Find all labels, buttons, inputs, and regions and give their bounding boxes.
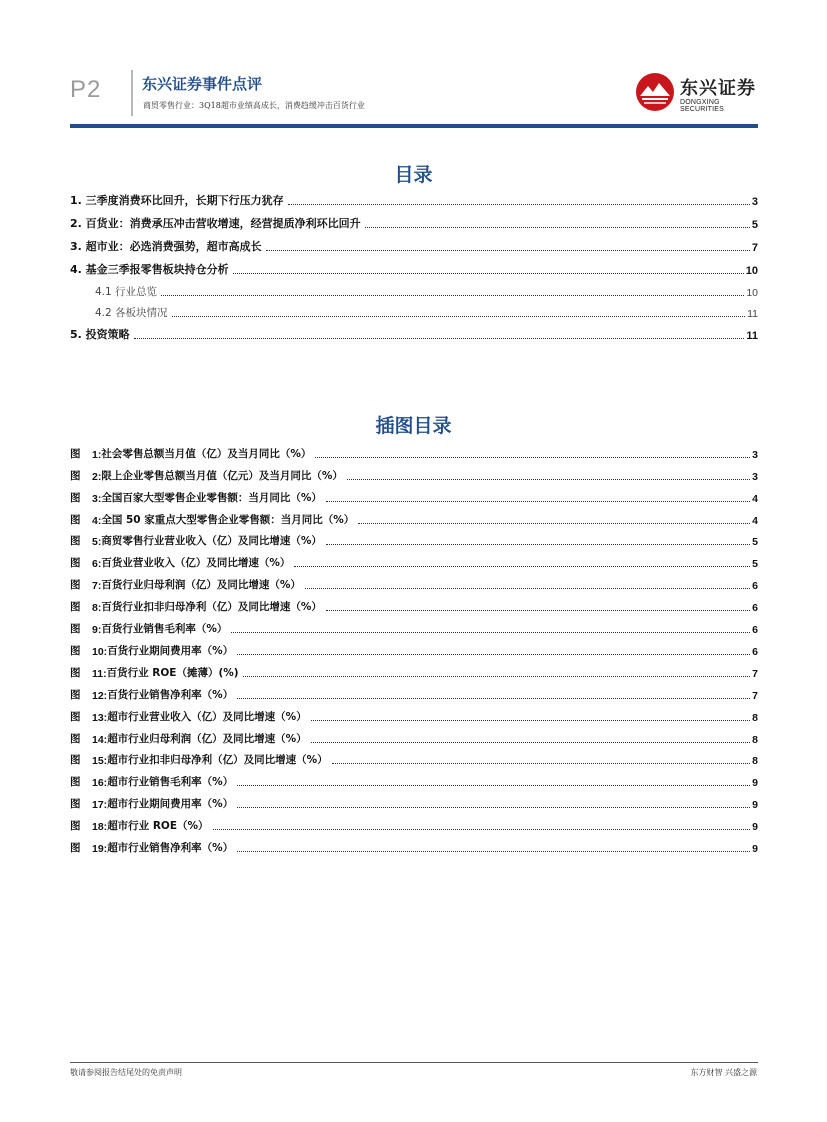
figure-prefix: 图 (70, 798, 81, 810)
figure-prefix: 图 (70, 645, 81, 657)
dot-leader (237, 851, 750, 852)
footer-disclaimer: 敬请参阅报告结尾处的免责声明 (70, 1068, 182, 1077)
figure-label: 商贸零售行业营业收入（亿）及同比增速（%） (101, 535, 322, 547)
toc-subentry[interactable] (95, 283, 758, 299)
figure-page: 8 (752, 734, 758, 746)
dot-leader (288, 204, 750, 205)
figure-page: 4 (752, 493, 758, 505)
dot-leader (311, 720, 750, 721)
page-number: P2 (70, 76, 102, 103)
figure-page: 7 (752, 690, 758, 702)
page-header (0, 0, 827, 130)
dot-leader (237, 807, 750, 808)
figure-prefix: 图 (70, 514, 81, 526)
header-divider (131, 70, 133, 116)
figure-number: 9: (92, 624, 102, 636)
dot-leader (161, 295, 744, 296)
figure-label: 超市行业扣非归母净利（亿）及同比增速（%） (107, 754, 328, 766)
figure-label: 超市行业销售毛利率（%） (107, 776, 234, 788)
figure-label: 社会零售总额当月值（亿）及当月同比（%） (101, 448, 312, 460)
figure-entry[interactable] (70, 467, 758, 483)
figure-label: 全国 50 家重点大型零售企业零售额：当月同比（%） (101, 514, 355, 526)
figure-label: 超市行业 ROE（%） (107, 820, 209, 832)
header-rule (70, 124, 758, 128)
figure-prefix: 图 (70, 470, 81, 482)
figure-page: 6 (752, 602, 758, 614)
figure-entry[interactable] (70, 598, 758, 614)
toc-entry-page: 11 (747, 308, 758, 320)
figure-prefix: 图 (70, 601, 81, 613)
figure-page: 9 (752, 777, 758, 789)
dot-leader (134, 338, 745, 339)
dot-leader (315, 457, 750, 458)
figure-number: 8: (92, 602, 102, 614)
figure-entry[interactable] (70, 773, 758, 789)
dot-leader (237, 785, 750, 786)
dot-leader (213, 829, 751, 830)
toc-title: 目录 (394, 164, 433, 186)
figure-prefix: 图 (70, 733, 81, 745)
dot-leader (237, 698, 750, 699)
figure-prefix: 图 (70, 535, 81, 547)
figure-entry[interactable] (70, 511, 758, 527)
figure-number: 3: (92, 493, 102, 505)
figure-prefix: 图 (70, 492, 81, 504)
toc-entry[interactable] (70, 238, 758, 254)
figure-label: 百货行业 ROE（摊薄）(%) (106, 667, 239, 679)
figure-page: 8 (752, 712, 758, 724)
figure-page: 3 (752, 471, 758, 483)
toc-subentry[interactable] (95, 304, 758, 320)
figure-prefix: 图 (70, 689, 81, 701)
figure-prefix: 图 (70, 711, 81, 723)
dot-leader (231, 632, 750, 633)
dot-leader (347, 479, 750, 480)
figure-entry[interactable] (70, 445, 758, 461)
report-subtitle: 商贸零售行业：3Q18超市业绩高成长，消费趋缓冲击百货行业 (143, 101, 365, 110)
figure-entry[interactable] (70, 554, 758, 570)
figure-label: 百货行业扣非归母净利（亿）及同比增速（%） (101, 601, 322, 613)
figure-prefix: 图 (70, 448, 81, 460)
figure-entry[interactable] (70, 817, 758, 833)
figure-number: 15: (92, 755, 108, 767)
toc-entry-label: 4. 基金三季报零售板块持仓分析 (70, 263, 229, 276)
figure-prefix: 图 (70, 623, 81, 635)
figure-entry[interactable] (70, 576, 758, 592)
figure-page: 6 (752, 624, 758, 636)
figure-entry[interactable] (70, 839, 758, 855)
figure-prefix: 图 (70, 776, 81, 788)
figure-page: 6 (752, 646, 758, 658)
figure-page: 9 (752, 821, 758, 833)
figure-label: 百货行业销售净利率（%） (107, 689, 234, 701)
figure-label: 百货行业归母利润（亿）及同比增速（%） (101, 579, 301, 591)
toc-entry-label: 4.1 行业总览 (95, 286, 158, 298)
figure-number: 4: (92, 515, 102, 527)
figure-prefix: 图 (70, 667, 81, 679)
figure-label: 超市行业销售净利率（%） (107, 842, 234, 854)
dot-leader (311, 742, 750, 743)
dot-leader (326, 610, 750, 611)
toc-entry[interactable] (70, 326, 758, 342)
figure-number: 7: (92, 580, 102, 592)
logo-english-text: DONGXING SECURITIES (680, 99, 725, 113)
dot-leader (237, 654, 750, 655)
figure-number: 12: (92, 690, 108, 702)
figure-label: 超市行业归母利润（亿）及同比增速（%） (107, 733, 307, 745)
toc-entry-page: 10 (745, 265, 758, 277)
dot-leader (294, 566, 750, 567)
toc-entry[interactable] (70, 261, 758, 277)
figure-entry[interactable] (70, 751, 758, 767)
figure-prefix: 图 (70, 842, 81, 854)
figure-number: 1: (92, 449, 102, 461)
figure-number: 18: (92, 821, 108, 833)
figure-number: 13: (92, 712, 108, 724)
figure-page: 6 (752, 580, 758, 592)
figure-page: 5 (752, 558, 758, 570)
figure-entry[interactable] (70, 489, 758, 505)
figure-label: 全国百家大型零售企业零售额：当月同比（%） (101, 492, 322, 504)
figure-page: 5 (752, 536, 758, 548)
figure-number: 19: (92, 843, 108, 855)
figure-entry[interactable] (70, 795, 758, 811)
figure-label: 超市行业营业收入（亿）及同比增速（%） (107, 711, 307, 723)
report-series-title: 东兴证券事件点评 (142, 75, 263, 93)
figure-page: 7 (752, 668, 758, 680)
company-logo (634, 70, 764, 115)
figure-entry[interactable] (70, 642, 758, 658)
toc-entry-label: 3. 超市业：必选消费强势，超市高成长 (70, 240, 262, 253)
figure-number: 10: (92, 646, 108, 658)
figure-entry[interactable] (70, 664, 758, 680)
figure-number: 14: (92, 734, 108, 746)
dot-leader (326, 544, 750, 545)
dot-leader (266, 250, 750, 251)
toc-entry[interactable] (70, 215, 758, 231)
toc-entry-label: 4.2 各板块情况 (95, 307, 168, 319)
figure-entry[interactable] (70, 730, 758, 746)
figure-page: 8 (752, 755, 758, 767)
figure-entry[interactable] (70, 620, 758, 636)
toc-entry-label: 5. 投资策略 (70, 328, 130, 341)
dot-leader (332, 763, 750, 764)
figure-page: 9 (752, 799, 758, 811)
figure-page: 9 (752, 843, 758, 855)
logo-chinese-text: 东兴证券 (680, 78, 756, 99)
figure-entry[interactable] (70, 708, 758, 724)
figure-number: 6: (92, 558, 102, 570)
figure-entry[interactable] (70, 686, 758, 702)
figure-label: 百货行业期间费用率（%） (107, 645, 234, 657)
figure-prefix: 图 (70, 557, 81, 569)
figure-number: 2: (92, 471, 102, 483)
dot-leader (233, 273, 744, 274)
toc-entry-label: 2. 百货业：消费承压冲击营收增速，经营提质净利环比回升 (70, 217, 361, 230)
figure-number: 5: (92, 536, 102, 548)
toc-entry-page: 3 (751, 196, 758, 208)
figure-number: 17: (92, 799, 108, 811)
toc-entry-page: 11 (746, 330, 758, 342)
figure-prefix: 图 (70, 754, 81, 766)
dot-leader (305, 588, 750, 589)
figure-page: 3 (752, 449, 758, 461)
figure-number: 16: (92, 777, 108, 789)
figure-prefix: 图 (70, 579, 81, 591)
figure-number: 11: (92, 668, 107, 680)
dot-leader (326, 501, 750, 502)
toc-entry-page: 5 (751, 219, 758, 231)
toc-entry-label: 1. 三季度消费环比回升，长期下行压力犹存 (70, 194, 284, 207)
dot-leader (172, 316, 746, 317)
dot-leader (365, 227, 750, 228)
toc-entry-page: 10 (746, 287, 758, 299)
figure-entry[interactable] (70, 532, 758, 548)
logo-mark-icon (634, 72, 676, 112)
figure-page: 4 (752, 515, 758, 527)
figure-label: 百货行业销售毛利率（%） (101, 623, 228, 635)
toc-entry-page: 7 (751, 242, 758, 254)
dot-leader (358, 523, 750, 524)
figure-label: 限上企业零售总额当月值（亿元）及当月同比（%） (101, 470, 343, 482)
dot-leader (243, 676, 751, 677)
toc-entry[interactable] (70, 192, 758, 208)
footer-slogan: 东方财智 兴盛之源 (690, 1068, 757, 1077)
footer-rule (70, 1062, 758, 1063)
figure-prefix: 图 (70, 820, 81, 832)
figures-title: 插图目录 (375, 415, 452, 437)
figure-label: 超市行业期间费用率（%） (107, 798, 234, 810)
figure-label: 百货业营业收入（亿）及同比增速（%） (101, 557, 291, 569)
